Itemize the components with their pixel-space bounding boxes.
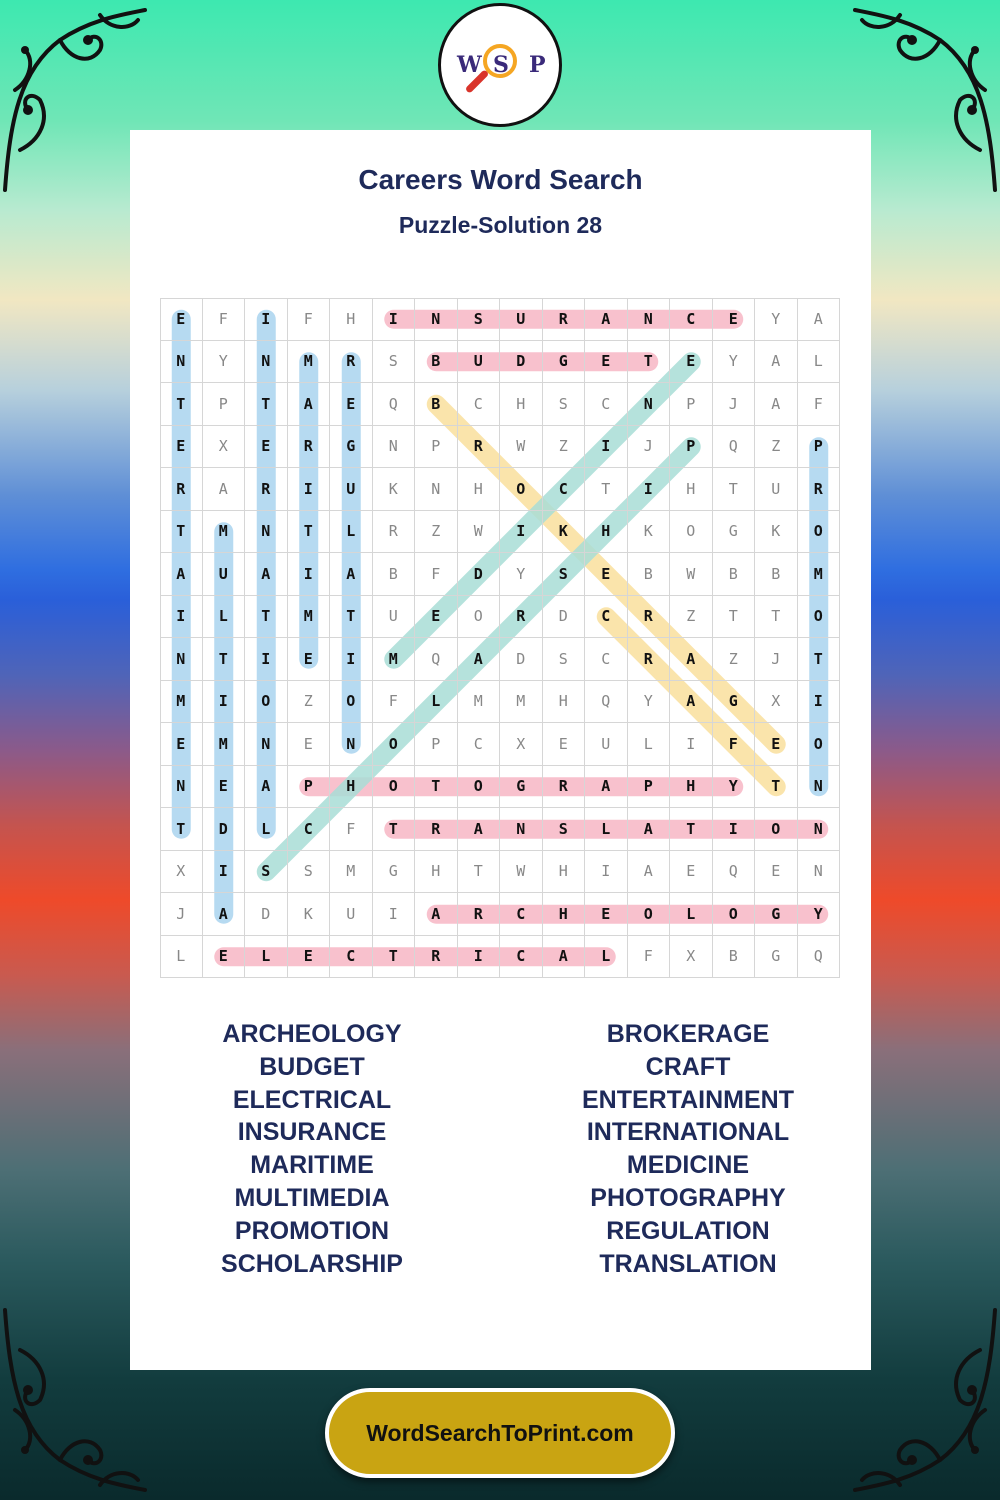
logo-letter-p: P <box>529 52 546 78</box>
page-subtitle: Puzzle-Solution 28 <box>398 212 603 238</box>
word-list-item: MARITIME <box>250 1151 374 1180</box>
letter-grid <box>160 298 840 978</box>
word-list-item: MEDICINE <box>626 1151 750 1180</box>
grid-cell: P <box>628 766 671 809</box>
grid-cell: Z <box>288 681 331 724</box>
word-list-left <box>162 1018 462 1280</box>
grid-cell: K <box>755 511 798 554</box>
grid-cell: T <box>415 766 458 809</box>
grid-cell: L <box>160 936 203 979</box>
grid-cell: G <box>373 851 416 894</box>
grid-cell: T <box>373 808 416 851</box>
grid-cell: I <box>500 511 543 554</box>
grid-cell: J <box>713 383 756 426</box>
grid-cell: N <box>160 341 203 384</box>
grid-cell: N <box>245 341 288 384</box>
grid-cell: L <box>330 511 373 554</box>
grid-cell: E <box>755 851 798 894</box>
grid-cell: E <box>160 426 203 469</box>
grid-cell: P <box>415 723 458 766</box>
grid-cell: X <box>160 851 203 894</box>
grid-cell: Z <box>713 638 756 681</box>
grid-cell: A <box>330 553 373 596</box>
grid-cell: B <box>373 553 416 596</box>
grid-cell: L <box>245 936 288 979</box>
grid-cell: W <box>500 426 543 469</box>
grid-cell: S <box>458 298 501 341</box>
grid-cell: H <box>543 681 586 724</box>
grid-cell: Z <box>755 426 798 469</box>
grid-cell: M <box>373 638 416 681</box>
grid-cell: L <box>203 596 246 639</box>
grid-cell: O <box>628 893 671 936</box>
grid-cell: N <box>628 298 671 341</box>
grid-cell: I <box>585 851 628 894</box>
grid-cell: G <box>713 511 756 554</box>
grid-cell: L <box>670 893 713 936</box>
grid-cell: D <box>500 638 543 681</box>
grid-cell: Y <box>203 341 246 384</box>
grid-cell: M <box>500 681 543 724</box>
grid-cell: Y <box>500 553 543 596</box>
grid-cell: U <box>330 468 373 511</box>
word-list-item: INSURANCE <box>237 1118 387 1147</box>
grid-cell: Y <box>628 681 671 724</box>
grid-cell: N <box>415 468 458 511</box>
grid-cell: L <box>798 341 841 384</box>
grid-cell: A <box>585 766 628 809</box>
grid-cell: T <box>203 638 246 681</box>
grid-cell: S <box>373 341 416 384</box>
grid-cell: T <box>373 936 416 979</box>
grid-cell: I <box>798 681 841 724</box>
grid-cell: B <box>415 383 458 426</box>
grid-cell: N <box>415 298 458 341</box>
grid-cell: Z <box>670 596 713 639</box>
grid-cell: O <box>373 723 416 766</box>
grid-cell: H <box>330 298 373 341</box>
puzzle-panel <box>130 130 871 1370</box>
grid-cell: I <box>288 468 331 511</box>
grid-cell: U <box>330 893 373 936</box>
grid-cell: T <box>245 383 288 426</box>
word-list-item: REGULATION <box>606 1216 770 1245</box>
grid-cell: C <box>585 596 628 639</box>
grid-cell: K <box>373 468 416 511</box>
grid-cell: Y <box>755 298 798 341</box>
grid-cell: J <box>755 638 798 681</box>
grid-cell: H <box>585 511 628 554</box>
grid-cell: E <box>288 638 331 681</box>
word-list-item: PHOTOGRAPHY <box>590 1183 786 1212</box>
grid-cell: M <box>288 341 331 384</box>
grid-cell: W <box>500 851 543 894</box>
word-list-item: BROKERAGE <box>606 1020 770 1048</box>
grid-cell: G <box>755 936 798 979</box>
grid-cell: T <box>713 468 756 511</box>
grid-cell: O <box>245 681 288 724</box>
grid-cell: R <box>500 596 543 639</box>
grid-cell: C <box>288 808 331 851</box>
grid-cell: N <box>245 511 288 554</box>
grid-cell: A <box>245 766 288 809</box>
grid-cell: H <box>458 468 501 511</box>
word-list-item: CRAFT <box>645 1052 731 1081</box>
corner-ornament-top-right <box>850 0 1000 200</box>
grid-cell: S <box>288 851 331 894</box>
grid-cell: T <box>755 766 798 809</box>
grid-cell: S <box>543 808 586 851</box>
grid-cell: T <box>288 511 331 554</box>
grid-cell: M <box>330 851 373 894</box>
grid-cell: M <box>288 596 331 639</box>
website-link-button[interactable] <box>325 1388 675 1478</box>
grid-cell: U <box>203 553 246 596</box>
grid-cell: N <box>160 638 203 681</box>
grid-cell: H <box>330 766 373 809</box>
grid-cell: E <box>670 341 713 384</box>
grid-cell: H <box>543 851 586 894</box>
grid-cell: T <box>160 808 203 851</box>
grid-cell: F <box>288 298 331 341</box>
grid-cell: A <box>755 341 798 384</box>
corner-ornament-top-left <box>0 0 150 200</box>
grid-cell: F <box>330 808 373 851</box>
grid-cell: U <box>373 596 416 639</box>
grid-cell: D <box>203 808 246 851</box>
word-list-item: ENTERTAINMENT <box>581 1085 795 1114</box>
grid-cell: Y <box>713 341 756 384</box>
grid-cell: A <box>203 468 246 511</box>
grid-cell: P <box>415 426 458 469</box>
grid-cell: W <box>458 511 501 554</box>
grid-cell: C <box>543 468 586 511</box>
grid-cell: P <box>670 383 713 426</box>
grid-cell: M <box>458 681 501 724</box>
grid-cell: L <box>585 936 628 979</box>
grid-cell: A <box>288 383 331 426</box>
grid-cell: A <box>203 893 246 936</box>
grid-cell: H <box>543 893 586 936</box>
grid-cell: O <box>500 468 543 511</box>
grid-cell: I <box>458 936 501 979</box>
grid-cell: E <box>288 936 331 979</box>
word-list-item: PROMOTION <box>234 1216 390 1245</box>
grid-cell: E <box>245 426 288 469</box>
grid-cell: C <box>585 383 628 426</box>
grid-cell: R <box>628 638 671 681</box>
grid-cell: R <box>543 298 586 341</box>
grid-cell: Q <box>713 426 756 469</box>
word-list-right <box>538 1018 838 1280</box>
grid-cell: H <box>670 766 713 809</box>
grid-cell: S <box>543 638 586 681</box>
grid-cell: I <box>585 426 628 469</box>
grid-cell: P <box>670 426 713 469</box>
grid-cell: K <box>628 511 671 554</box>
grid-cell: T <box>628 341 671 384</box>
grid-cell: G <box>543 341 586 384</box>
grid-cell: E <box>203 936 246 979</box>
grid-cell: A <box>628 851 671 894</box>
grid-cell: Y <box>713 766 756 809</box>
grid-cell: B <box>415 341 458 384</box>
grid-cell: E <box>585 893 628 936</box>
grid-cell: A <box>628 808 671 851</box>
grid-cell: P <box>288 766 331 809</box>
grid-cell: Z <box>543 426 586 469</box>
grid-cell: J <box>628 426 671 469</box>
grid-cell: E <box>288 723 331 766</box>
grid-cell: T <box>160 383 203 426</box>
grid-cell: Q <box>373 383 416 426</box>
grid-cell: D <box>543 596 586 639</box>
grid-cell: I <box>373 893 416 936</box>
grid-cell: C <box>500 893 543 936</box>
grid-cell: E <box>330 383 373 426</box>
logo-letter-w: W <box>457 52 482 78</box>
word-list-item: INTERNATIONAL <box>586 1118 790 1147</box>
grid-cell: I <box>245 638 288 681</box>
grid-cell: Z <box>415 511 458 554</box>
grid-cell: T <box>245 596 288 639</box>
grid-cell: N <box>245 723 288 766</box>
grid-cell: B <box>713 936 756 979</box>
grid-cell: I <box>330 638 373 681</box>
grid-cell: T <box>330 596 373 639</box>
grid-cell: T <box>160 511 203 554</box>
word-list-item: ARCHEOLOGY <box>222 1020 402 1048</box>
grid-cell: I <box>288 553 331 596</box>
grid-cell: W <box>670 553 713 596</box>
corner-ornament-bottom-left <box>0 1300 150 1500</box>
grid-cell: A <box>755 383 798 426</box>
grid-cell: X <box>755 681 798 724</box>
website-link-label: WordSearchToPrint.com <box>366 1419 634 1446</box>
grid-cell: A <box>415 893 458 936</box>
grid-cell: C <box>585 638 628 681</box>
grid-cell: R <box>160 468 203 511</box>
grid-cell: E <box>585 553 628 596</box>
word-list-item: ELECTRICAL <box>232 1085 392 1114</box>
grid-cell: I <box>713 808 756 851</box>
grid-cell: N <box>798 851 841 894</box>
word-list-item: MULTIMEDIA <box>234 1183 390 1212</box>
grid-cell: N <box>798 808 841 851</box>
grid-cell: A <box>160 553 203 596</box>
grid-cell: O <box>373 766 416 809</box>
grid-cell: E <box>203 766 246 809</box>
grid-cell: T <box>585 468 628 511</box>
grid-cell: S <box>543 553 586 596</box>
logo-letter-s: S <box>493 52 509 78</box>
grid-cell: A <box>670 681 713 724</box>
grid-cell: C <box>670 298 713 341</box>
grid-cell: A <box>458 638 501 681</box>
grid-cell: M <box>160 681 203 724</box>
grid-cell: X <box>203 426 246 469</box>
grid-cell: O <box>755 808 798 851</box>
grid-cell: O <box>798 511 841 554</box>
grid-cell: O <box>798 723 841 766</box>
grid-cell: R <box>458 426 501 469</box>
grid-cell: L <box>585 808 628 851</box>
grid-cell: E <box>585 341 628 384</box>
grid-cell: G <box>755 893 798 936</box>
grid-cell: G <box>330 426 373 469</box>
grid-cell: G <box>713 681 756 724</box>
grid-cell: Y <box>798 893 841 936</box>
grid-cell: I <box>160 596 203 639</box>
grid-cell: P <box>203 383 246 426</box>
grid-cell: I <box>628 468 671 511</box>
grid-cell: A <box>245 553 288 596</box>
grid-cell: G <box>500 766 543 809</box>
grid-cell: D <box>500 341 543 384</box>
grid-cell: U <box>500 298 543 341</box>
grid-cell: I <box>373 298 416 341</box>
grid-cell: T <box>798 638 841 681</box>
grid-cell: E <box>415 596 458 639</box>
grid-cell: O <box>458 766 501 809</box>
grid-cell: I <box>203 851 246 894</box>
grid-cell: A <box>458 808 501 851</box>
grid-cell: C <box>330 936 373 979</box>
grid-cell: I <box>670 723 713 766</box>
grid-cell: E <box>670 851 713 894</box>
grid-cell: N <box>160 766 203 809</box>
grid-cell: P <box>798 426 841 469</box>
word-list-item: BUDGET <box>259 1052 365 1081</box>
wsp-logo[interactable] <box>438 3 562 127</box>
grid-cell: T <box>458 851 501 894</box>
grid-cell: M <box>798 553 841 596</box>
grid-cell: H <box>670 468 713 511</box>
grid-cell: R <box>628 596 671 639</box>
grid-cell: X <box>500 723 543 766</box>
grid-cell: O <box>713 893 756 936</box>
word-search-grid <box>160 298 840 978</box>
grid-cell: L <box>245 808 288 851</box>
grid-cell: E <box>160 723 203 766</box>
grid-cell: A <box>670 638 713 681</box>
grid-cell: R <box>543 766 586 809</box>
grid-cell: C <box>500 936 543 979</box>
grid-cell: K <box>543 511 586 554</box>
grid-cell: R <box>458 893 501 936</box>
grid-cell: A <box>543 936 586 979</box>
grid-cell: M <box>203 511 246 554</box>
grid-cell: H <box>415 851 458 894</box>
grid-cell: H <box>500 383 543 426</box>
grid-cell: O <box>458 596 501 639</box>
page-title: Careers Word Search <box>358 164 643 195</box>
grid-cell: E <box>713 298 756 341</box>
grid-cell: R <box>415 808 458 851</box>
grid-cell: C <box>458 383 501 426</box>
grid-cell: B <box>713 553 756 596</box>
grid-cell: O <box>670 511 713 554</box>
grid-cell: C <box>458 723 501 766</box>
corner-ornament-bottom-right <box>850 1300 1000 1500</box>
grid-cell: I <box>203 681 246 724</box>
grid-cell: F <box>628 936 671 979</box>
grid-cell: O <box>330 681 373 724</box>
grid-cell: T <box>670 808 713 851</box>
grid-cell: X <box>670 936 713 979</box>
grid-cell: R <box>415 936 458 979</box>
grid-cell: B <box>628 553 671 596</box>
grid-cell: E <box>543 723 586 766</box>
grid-cell: S <box>245 851 288 894</box>
grid-cell: I <box>245 298 288 341</box>
word-list-item: SCHOLARSHIP <box>221 1249 403 1278</box>
grid-cell: A <box>585 298 628 341</box>
word-list-item: TRANSLATION <box>599 1249 777 1278</box>
grid-cell: Q <box>415 638 458 681</box>
grid-cell: U <box>755 468 798 511</box>
grid-cell: K <box>288 893 331 936</box>
grid-cell: R <box>245 468 288 511</box>
grid-cell: R <box>330 341 373 384</box>
grid-cell: F <box>203 298 246 341</box>
grid-cell: O <box>798 596 841 639</box>
grid-cell: U <box>585 723 628 766</box>
grid-cell: M <box>203 723 246 766</box>
grid-cell: B <box>755 553 798 596</box>
grid-cell: R <box>373 511 416 554</box>
grid-cell: N <box>373 426 416 469</box>
grid-cell: R <box>288 426 331 469</box>
grid-cell: N <box>330 723 373 766</box>
grid-cell: L <box>415 681 458 724</box>
grid-cell: F <box>798 383 841 426</box>
grid-cell: S <box>543 383 586 426</box>
grid-cell: D <box>245 893 288 936</box>
grid-cell: N <box>500 808 543 851</box>
grid-cell: J <box>160 893 203 936</box>
grid-cell: N <box>628 383 671 426</box>
grid-cell: F <box>713 723 756 766</box>
grid-cell: F <box>415 553 458 596</box>
grid-cell: E <box>755 723 798 766</box>
grid-cell: T <box>713 596 756 639</box>
grid-cell: A <box>798 298 841 341</box>
grid-cell: D <box>458 553 501 596</box>
grid-cell: Q <box>585 681 628 724</box>
grid-cell: Q <box>798 936 841 979</box>
grid-cell: Q <box>713 851 756 894</box>
grid-cell: R <box>798 468 841 511</box>
grid-cell: L <box>628 723 671 766</box>
grid-cell: U <box>458 341 501 384</box>
grid-cell: E <box>160 298 203 341</box>
grid-cell: T <box>755 596 798 639</box>
grid-cell: F <box>373 681 416 724</box>
grid-cell: N <box>798 766 841 809</box>
